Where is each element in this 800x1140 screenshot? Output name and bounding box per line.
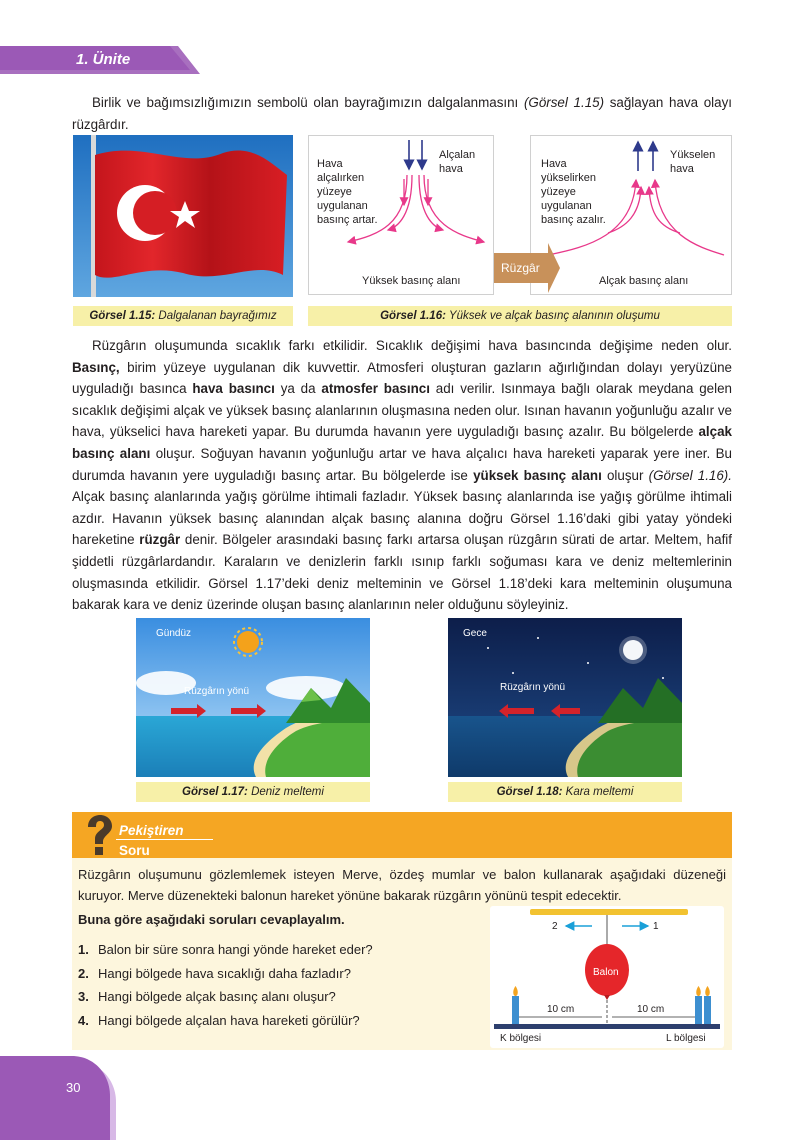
caption-text: Yüksek ve alçak basınç alanının oluşumu — [445, 310, 660, 322]
high-pressure-description — [317, 157, 378, 227]
question-item — [78, 985, 373, 1009]
label-line: hava — [670, 163, 694, 175]
unit-tab — [0, 46, 200, 74]
caption-text: Dalgalanan bayrağımız — [155, 310, 277, 322]
body-text: ya da — [274, 381, 322, 397]
header-divider — [116, 839, 213, 840]
body-text: Alçak basınç alanlarında yağış görülme ihtimali fazladır. Yüksek basınç alanlarında ise yağış görülme ihtimali azdır. Havanın yüksek basınç alanından alçak basınç alanına doğru Görsel 1.16’daki gibi yatay yöndeki hareketine — [72, 489, 732, 548]
desc-line: yüzeye — [541, 186, 576, 198]
label-line: Alçalan — [439, 149, 476, 161]
question-number: 2. — [78, 965, 89, 981]
region-l-label: L bölgesi — [666, 1033, 706, 1044]
day-label: Gündüz — [156, 628, 192, 639]
night-label: Gece — [463, 628, 487, 639]
question-subtitle: Soru — [119, 843, 150, 858]
wind-label: Rüzgâr — [501, 261, 540, 275]
question-number: 1. — [78, 942, 89, 957]
body-text: oluşur — [601, 467, 649, 483]
term-basinc: Basınç, — [72, 359, 120, 375]
page-corner-decoration — [0, 1050, 130, 1140]
distance-left-label: 10 cm — [547, 1004, 575, 1015]
pressure-diagram — [308, 135, 732, 297]
term-atmosfer-basinci: atmosfer basıncı — [321, 381, 430, 397]
flag-photo — [73, 135, 293, 297]
label-line: hava — [439, 163, 463, 175]
body-text: Rüzgârın oluşumunda sıcaklık farkı etkilidir. Sıcaklık değişimi hava basıncında değişime neden olur. — [92, 338, 732, 353]
desc-line: yükselirken — [541, 172, 597, 184]
caption-label: Görsel 1.15: — [89, 310, 156, 322]
caption-118 — [448, 782, 682, 802]
body-text: birim yüzeye uygulanan dik kuvvettir. Atmosferi oluşturan gazların ağırlığından dolayı yeryüzüne uyguladığı basınca — [72, 359, 732, 397]
term-alcak-basinc: alçak basınç alanı — [72, 424, 732, 461]
page-number: 30 — [66, 1080, 81, 1095]
desc-line: uygulanan — [541, 200, 592, 212]
low-pressure-area-label: Alçak basınç alanı — [599, 275, 689, 287]
caption-text: Kara meltemi — [562, 786, 634, 798]
question-text: Rüzgârın oluşumunu gözlemlemek isteyen Merve, özdeş mumlar ve balon kullanarak aşağıdaki düzeneği kuruyor. Merve düzenekteki balonun hareket yönüne bakarak rüzgârın yönünü tespit edecektir. — [78, 867, 726, 903]
rising-air-label — [670, 148, 715, 176]
question-item-text: Hangi bölgede alçalan hava hareketi görülür? — [98, 1012, 360, 1028]
low-pressure-description — [541, 157, 606, 227]
term-hava-basinci: hava basıncı — [192, 381, 275, 397]
caption-label: Görsel 1.17: — [182, 786, 248, 798]
question-item-text: Hangi bölgede alçak basınç alanı oluşur? — [98, 989, 336, 1004]
intro-paragraph — [72, 92, 732, 135]
direction-1-label: 1 — [653, 921, 659, 932]
caption-115 — [73, 306, 293, 326]
sea-breeze-illustration — [136, 618, 370, 777]
question-number: 3. — [78, 989, 89, 1004]
body-text: adı verilir. Isınmaya bağlı olarak meydana gelen sıcaklık değişimi alçak ve yüksek basınç alanlarının oluşmasına neden olur. Isınan havanın yoğunluğu azalır ve hava, yükselici hava hareketi yapar. Bu durumda havanın yere uyguladığı basınç azalır. Bu bölgelerde — [72, 381, 732, 440]
question-mark-icon — [84, 814, 114, 858]
desc-line: alçalırken — [317, 172, 365, 184]
caption-label: Görsel 1.18: — [496, 786, 563, 798]
term-yuksek-basinc: yüksek basınç alanı — [473, 467, 602, 483]
caption-116 — [308, 306, 732, 326]
body-paragraph — [72, 335, 732, 616]
descending-air-label — [439, 148, 475, 176]
question-prompt: Buna göre aşağıdaki soruları cevaplayalım. — [78, 912, 345, 927]
intro-text-1: Birlik ve bağımsızlığımızın sembolü olan bayrağımızın dalgalanmasını — [92, 95, 524, 110]
wind-direction-label: Rüzgârın yönü — [500, 682, 566, 693]
question-item — [78, 938, 373, 962]
direction-2-label: 2 — [552, 921, 558, 932]
desc-line: Hava — [541, 158, 567, 170]
term-ruzgar: rüzgâr — [139, 532, 181, 548]
figure-ref: (Görsel 1.16). — [648, 467, 732, 483]
high-pressure-area-label: Yüksek basınç alanı — [362, 275, 461, 287]
body-text: oluşur. Soğuyan havanın yoğunluğu artar ve hava alçalıcı hava hareketi yaparak yere iner. Bu durumda havanın yere uyguladığı basınç artar. Bu bölgelerde ise — [72, 445, 732, 483]
caption-label: Görsel 1.16: — [380, 310, 446, 322]
desc-line: uygulanan — [317, 200, 368, 212]
question-title: Pekiştiren — [119, 823, 184, 838]
region-k-label: K bölgesi — [500, 1033, 542, 1044]
question-list — [78, 938, 373, 1032]
experiment-diagram — [490, 906, 724, 1048]
distance-right-label: 10 cm — [637, 1004, 665, 1015]
unit-title: 1. Ünite — [76, 51, 131, 68]
intro-ref: (Görsel 1.15) — [523, 95, 605, 110]
question-item — [78, 962, 373, 986]
intro-text-2: sağlayan hava olayı rüzgârdır. — [72, 95, 732, 132]
question-number: 4. — [78, 1012, 89, 1028]
balloon-label: Balon — [593, 967, 619, 978]
wind-direction-label: Rüzgârın yönü — [184, 686, 250, 697]
land-breeze-illustration — [448, 618, 682, 777]
desc-line: basınç artar. — [317, 214, 378, 226]
caption-text: Deniz meltemi — [247, 786, 324, 798]
question-item — [78, 1009, 373, 1033]
body-text: denir. Bölgeler arasındaki basınç farkı artarsa oluşan rüzgârın sürati de artar. Meltem, hafif şiddetli rüzgârlardandır. Karaların ve denizlerin farklı ısınıp farklı soğuması kara ve deniz meltemlerinin oluşmasında etkilidir. Görsel 1.17’deki deniz melteminin ve Görsel 1.18’deki kara melteminin oluşumuna bakarak kara ve deniz üzerinde oluşan basınç alanlarının neler olduğunu söyleyiniz. — [72, 532, 732, 613]
desc-line: basınç azalır. — [541, 214, 606, 226]
desc-line: yüzeye — [317, 186, 352, 198]
caption-117 — [136, 782, 370, 802]
desc-line: Hava — [317, 158, 343, 170]
label-line: Yükselen — [670, 149, 716, 161]
question-item-text: Balon bir süre sonra hangi yönde hareket eder? — [98, 942, 373, 957]
question-item-text: Hangi bölgede hava sıcaklığı daha fazladır? — [98, 965, 351, 981]
